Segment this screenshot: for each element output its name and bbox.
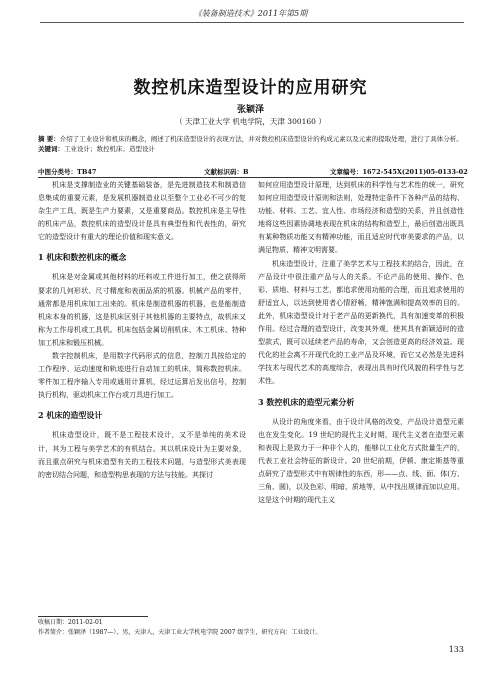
abstract — [38, 134, 464, 144]
section-3-paragraph-1: 从设计的角度来看，由于设计风格的改变，产品设计造型元素也在发生变化。19 世纪的现代主义时期，现代主义者在造型元素和表现上是致力于一种非个人的，能够以工业化方式批量生产的，代表工业社会特征的新设计。20 世纪前期，伊顿、康定斯基等重点研究了造型形式中有规律性的东西，形——点、线、面、体(方、三角、圆)，以及色彩、明暗、质地等，从中找出规律而加以应用。这是这个时期的现代主义 — [258, 417, 464, 505]
abstract-text: 介绍了工业设计和机床的概念，阐述了机床造型设计的表现方法，并对数控机床造型设计的构成元素以及元素的提取处理，进行了具体分析。 — [59, 135, 463, 143]
right-column — [258, 179, 464, 507]
author-name: 张颖泽 — [236, 105, 264, 115]
section-1-heading: 1 机床和数控机床的概念 — [38, 252, 127, 263]
section-1-paragraph-2: 数字控制机床，是用数字代码形式的信息，控制刀具按给定的工作程序、运动速度和轨迹进行自动加工的机床，简称数控机床。零件加工程序输入专用或通用计算机，经过运算后发出信号，控制执行机构，驱动机床工作台或刀具进行加工。 — [38, 352, 246, 400]
continued-paragraph: 如何应用造型设计原理，达到机床的科学性与艺术性的统一，研究如何应用造型设计原则和法则，处理特定条件下各种产品的结构、功能、材料、工艺、宜人性、市场经济和造型的关系，并且创造性地将这些因素协调地表现在机床的结构和造型上，最后创造出既具有某种物质功能又有精神功能，而且适应时代审美要求的产品，以满足物质、精神文明需要。 — [258, 181, 464, 255]
section-2-heading: 2 机床的造型设计 — [38, 410, 103, 421]
section-1-paragraph-1: 机床是对金属或其他材料的坯料或工件进行加工，使之获得所要求的几何形状、尺寸精度和表面品质的机器。机械产品的零件，通常都是用机床加工出来的。机床是制造机器的机器，也是能制造机床本身的机器，这是机床区别于其他机器的主要特点，故机床又称为工作母机或工具机。机床包括金属切削机床、木工机床、特种加工机床和锻压机械。 — [38, 273, 246, 347]
keywords-label: 关键词： — [38, 145, 64, 153]
article-title: 数控机床造型设计的应用研究 — [133, 78, 368, 98]
clc-number: 中图分类号：TB47 — [38, 168, 97, 176]
page-number: 133 — [448, 645, 464, 654]
abstract-block — [38, 134, 464, 154]
abstract-label: 摘 要： — [38, 135, 60, 143]
author-affiliation: （ 天津工业大学 机电学院，天津 300160 ） — [175, 117, 326, 126]
author-bio: 作者简介：张颖泽（1987—），男，天津人，天津工业大学机电学院 2007 级学生，研究方向：工业设计。 — [38, 629, 322, 636]
intro-paragraph: 机床是支撑制造业的关键基础装备，是先进制造技术和制造信息集成的重要元素，是发展机器制造业以至整个工业必不可少的复杂生产工具，既是生产力要素，又是重要商品。数控机床是主导性的机床产品，数控机床的造型设计是具有典型性和代表性的，研究它的造型设计有重大的理论价值和现实意义。 — [38, 181, 246, 242]
article-number: 文章编号：1672-545X(2011)05-0133-02 — [330, 168, 468, 176]
header-rule — [40, 22, 464, 23]
footnote-rule — [38, 616, 148, 617]
keywords-text: 工业设计；数控机床；造型设计 — [64, 145, 155, 153]
received-date: 收稿日期：2011-02-01 — [38, 619, 103, 626]
section-3-heading: 3 数控机床的造型元素分析 — [258, 396, 355, 407]
meta-rule — [38, 177, 464, 178]
right-paragraph-2: 机床造型设计，注重了美学艺术与工程技术的结合，因此，在产品设计中很注重产品与人的关系。不论产品的使用、操作、色彩、质地、材料与工艺，都追求使用功能的合理，而且追求使用的舒适宜人，以达到使用者心情舒畅，精神饱满和提高效率的目的。此外，机床造型设计对于老产品的更新换代，具有加速变革的积极作用。经过合理的造型设计，改变其外观，使其具有新颖适时的造型款式，既可以延续老产品的寿命，又会创造更高的经济效益。现代化的社会离不开现代化的工业产品及环境，而它又必然是先进科学技术与现代艺术的高度综合，表现出具有时代风貌的科学性与艺术性。 — [258, 259, 464, 386]
journal-header: 《装备制造技术》2011年第5期 — [193, 9, 308, 18]
document-code: 文献标识码：B — [204, 168, 249, 176]
keywords — [38, 144, 464, 154]
left-column — [38, 179, 246, 482]
section-2-paragraph-1: 机床造型设计，既不是工程技术设计，又不是单纯的美术设计，其为工程与美学艺术的有机结合。其以机床设计为主要对象，而且重点研究与机床造型有关的工程技术问题，与造型形式美表现的密切结合问题，和造型构思表现的方法与技能。其探讨 — [38, 431, 246, 479]
